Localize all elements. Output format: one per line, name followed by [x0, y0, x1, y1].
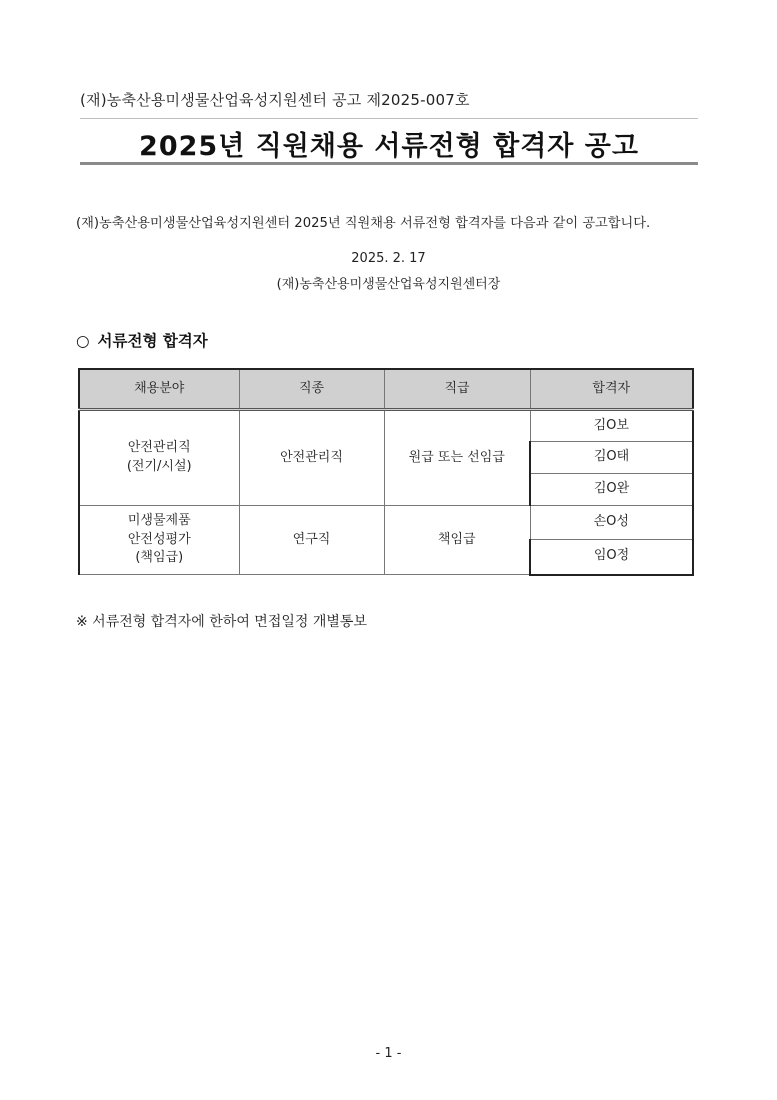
section-heading — [76, 329, 208, 351]
table-header-row — [79, 369, 693, 410]
candidate-cell: 김O태 — [530, 442, 693, 474]
title-underline — [80, 162, 698, 165]
column-header-job-type: 직종 — [239, 369, 384, 410]
section-heading-label: 서류전형 합격자 — [97, 332, 208, 350]
interview-footnote: ※ 서류전형 합격자에 한하여 면접일정 개별통보 — [76, 614, 367, 630]
field-line: (전기/시설) — [126, 459, 192, 474]
field-cell — [79, 410, 239, 506]
column-header-grade: 직급 — [384, 369, 530, 410]
column-header-field: 채용분야 — [79, 369, 239, 410]
header-divider — [80, 118, 698, 119]
page-number: - 1 - — [375, 1046, 402, 1061]
page-title: 2025년 직원채용 서류전형 합격자 공고 — [139, 131, 639, 162]
circle-bullet-icon: ○ — [76, 332, 90, 350]
job-type-cell: 안전관리직 — [239, 410, 384, 506]
candidate-cell: 임O정 — [530, 540, 693, 575]
field-line: 안전관리직 — [127, 440, 191, 456]
candidate-cell: 손O성 — [530, 506, 693, 540]
notice-number: (재)농축산용미생물산업육성지원센터 공고 제2025-007호 — [80, 91, 470, 109]
column-header-candidates: 합격자 — [530, 369, 693, 410]
table-row — [79, 506, 693, 540]
field-line: (책임급) — [135, 550, 184, 566]
table-row — [79, 410, 693, 442]
intro-text: (재)농축산용미생물산업육성지원센터 2025년 직원채용 서류전형 합격자를 다음과 같이 공고합니다. — [76, 216, 651, 231]
candidate-cell: 김O보 — [530, 410, 693, 442]
field-cell — [79, 506, 239, 575]
results-table — [78, 368, 694, 576]
notice-date: 2025. 2. 17 — [351, 251, 426, 266]
job-type-cell: 연구직 — [239, 506, 384, 575]
issuer-name: (재)농축산용미생물산업육성지원센터장 — [276, 277, 501, 292]
field-line: 안전성평가 — [127, 531, 191, 547]
field-line: 미생물제품 — [127, 512, 191, 528]
candidate-cell: 김O완 — [530, 474, 693, 506]
grade-cell: 책임급 — [384, 506, 530, 575]
grade-cell: 원급 또는 선임급 — [384, 410, 530, 506]
